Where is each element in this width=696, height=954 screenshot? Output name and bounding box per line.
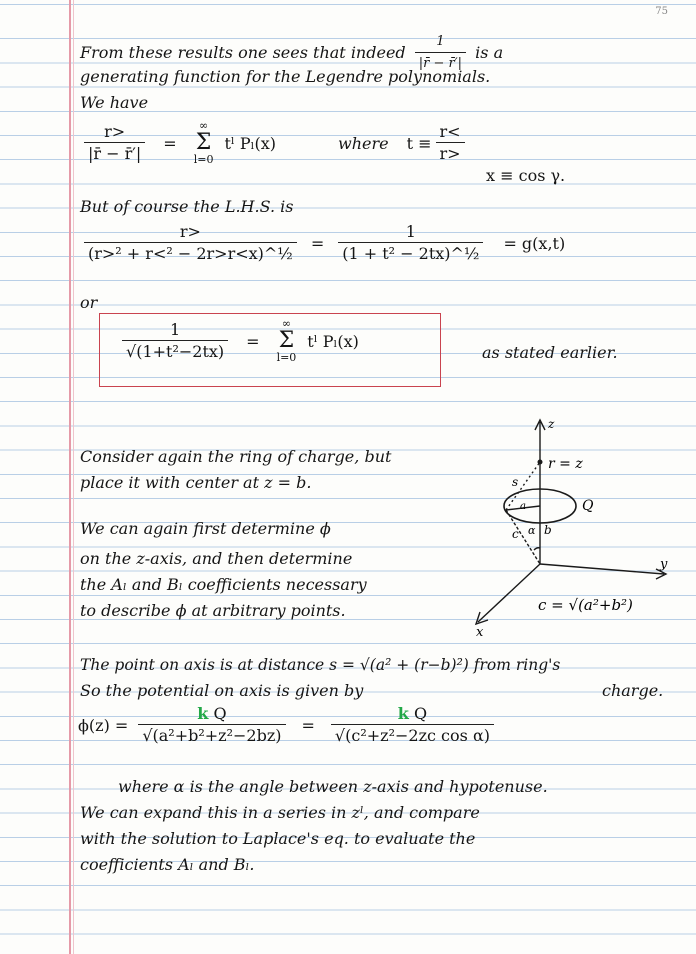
as-stated-earlier: as stated earlier. <box>482 343 618 362</box>
para4-line2: So the potential on axis is given by <box>80 681 364 700</box>
eq3-fraction <box>122 320 228 363</box>
eq1-summation <box>194 120 214 166</box>
eq3-equals: = <box>246 331 260 351</box>
eq4-fraction-left <box>138 704 285 747</box>
x-axis-label: x <box>476 625 484 640</box>
eq1-fraction <box>84 122 145 165</box>
para3-line2: place it with center at z = b. <box>80 473 312 492</box>
fraction-numerator: 1 <box>436 34 445 49</box>
x-definition: x ≡ cos γ. <box>486 166 566 185</box>
eq2-left-numerator: r> <box>179 222 201 241</box>
para1-line1-end: is a <box>475 43 504 62</box>
para3-line5: the Aₗ and Bₗ coefficients necessary <box>80 575 367 594</box>
z-axis-label: z <box>548 417 555 431</box>
r-equals-z-label: r = z <box>548 456 583 472</box>
page-margin-line-secondary <box>73 0 74 954</box>
sigma-symbol: Σ <box>278 328 295 353</box>
eq4-right-denominator: √(c²+z²−2zc cos α) <box>331 724 494 747</box>
t-numerator: r< <box>439 121 461 141</box>
para5-line4: coefficients Aₗ and Bₗ. <box>80 855 255 874</box>
sum-upper-limit: ∞ <box>198 119 209 132</box>
t-definition: t ≡ <box>406 133 432 153</box>
sum-lower-limit: l=0 <box>193 153 214 166</box>
eq3-term: tˡ Pₗ(x) <box>307 331 359 351</box>
eq4-left-denominator: √(a²+b²+z²−2bz) <box>138 724 285 747</box>
eq3-numerator: 1 <box>169 319 181 339</box>
eq4-k-constant: k <box>197 704 209 723</box>
eq1-denominator: |r̄ − r̄′| <box>84 142 145 165</box>
ring-charge-diagram <box>440 410 680 650</box>
field-point <box>538 460 543 465</box>
eq2-right-denominator: (1 + t² − 2tx)^½ <box>338 242 483 265</box>
eq1-term: tˡ Pₗ(x) <box>224 133 276 153</box>
eq4-k-constant-2: k <box>397 704 409 723</box>
para5-line2: We can expand this in a series in zˡ, and compare <box>80 803 480 822</box>
eq2-rhs: = g(x,t) <box>503 234 566 253</box>
alpha-angle-arc <box>534 548 540 550</box>
sum-upper-limit: ∞ <box>281 317 292 330</box>
c-label: c <box>512 527 519 541</box>
fraction-denominator: |r̄ − r̄′| <box>415 52 466 75</box>
t-denominator: r> <box>436 142 465 165</box>
eq4-fraction-right <box>331 704 494 747</box>
eq2-left-denominator: (r>² + r<² − 2r>r<x)^½ <box>84 242 297 265</box>
eq1-where: where <box>338 133 389 153</box>
equation-lhs-expansion <box>80 222 565 265</box>
para5-line1: where α is the angle between z-axis and hypotenuse. <box>118 777 548 796</box>
c-formula-label: c = √(a²+b²) <box>538 596 633 614</box>
para3-line3: We can again first determine ϕ <box>80 519 331 538</box>
eq4-Q: Q <box>213 704 227 723</box>
eq1-equals: = <box>163 133 177 153</box>
para1-line1-text: From these results one sees that indeed <box>80 43 406 62</box>
b-label: b <box>544 523 552 537</box>
para2-text: But of course the L.H.S. is <box>80 197 294 216</box>
t-fraction <box>436 122 465 165</box>
para1-line3: We have <box>80 93 149 112</box>
sum-lower-limit: l=0 <box>276 351 297 364</box>
page-number: 75 <box>655 6 668 17</box>
eq2-fraction-right <box>338 222 483 265</box>
eq3-denominator: √(1+t²−2tx) <box>122 340 228 363</box>
eq4-Q-2: Q <box>413 704 428 723</box>
equation-potential-on-axis <box>78 704 498 747</box>
a-label: a <box>520 501 526 512</box>
y-axis-label: y <box>660 557 668 572</box>
eq3-summation <box>277 318 297 364</box>
alpha-label: α <box>528 524 536 537</box>
para3-line6: to describe ϕ at arbitrary points. <box>80 601 346 620</box>
para5-line3: with the solution to Laplace's eq. to evaluate the <box>80 829 476 848</box>
eq4-equals: = <box>301 716 315 735</box>
eq2-fraction-left <box>84 222 297 265</box>
eq4-left-numerator <box>193 704 230 724</box>
equation-generating-series <box>80 120 469 166</box>
para1-line2: generating function for the Legendre polynomials. <box>80 67 491 86</box>
eq1-numerator: r> <box>104 121 126 141</box>
para4-line1: The point on axis is at distance s = √(a² + (r−b)²) from ring's <box>80 656 561 674</box>
or-word: or <box>80 293 98 312</box>
equation-generating-function <box>118 318 359 364</box>
Q-label: Q <box>582 498 594 514</box>
para3-line1: Consider again the ring of charge, but <box>80 447 392 466</box>
eq4-right-numerator <box>394 704 431 724</box>
page-margin-line <box>69 0 71 954</box>
s-label: s <box>512 475 519 489</box>
para3-line4: on the z-axis, and then determine <box>80 549 353 568</box>
eq2-right-numerator: 1 <box>405 222 416 241</box>
eq2-equals: = <box>310 234 325 253</box>
x-axis <box>478 564 540 622</box>
para4-line2-right: charge. <box>602 681 664 700</box>
eq4-lhs: ϕ(z) = <box>78 716 129 735</box>
y-axis <box>540 564 664 574</box>
sigma-symbol: Σ <box>195 130 212 155</box>
